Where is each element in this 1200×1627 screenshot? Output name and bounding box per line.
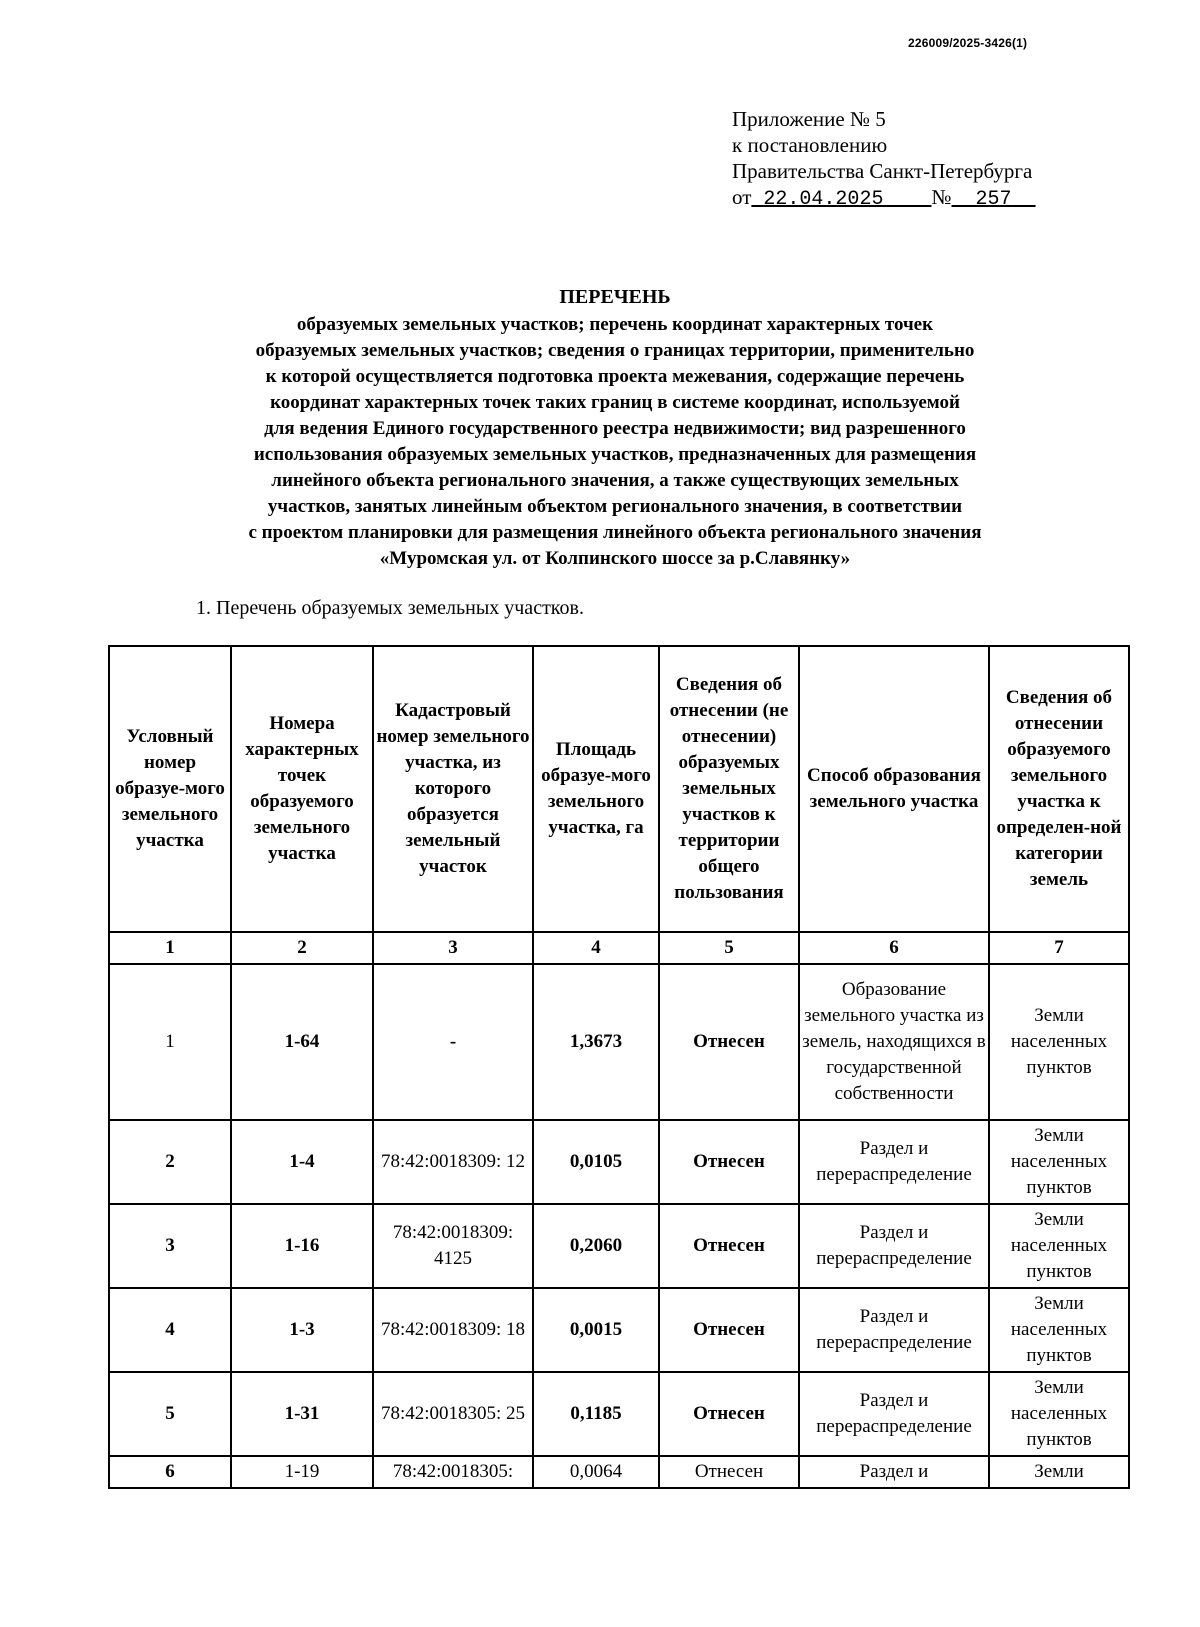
subtitle-line: «Муромская ул. от Колпинского шоссе за р.Славянку» — [379, 548, 851, 569]
subtitle-line: для ведения Единого государственного реестра недвижимости; вид разрешенного — [264, 418, 966, 439]
appendix-line-1: Приложение № 5 — [732, 107, 886, 131]
cell-num: 6 — [109, 1456, 231, 1488]
cell-status: Отнесен — [659, 1456, 799, 1488]
cell-cadastral: - — [373, 964, 533, 1120]
cell-category: Земли населенных пунктов — [989, 1372, 1129, 1456]
cell-method: Раздел и перераспределение — [799, 1288, 989, 1372]
appendix-line-2: к постановлению — [732, 133, 888, 157]
cell-category: Земли населенных пунктов — [989, 964, 1129, 1120]
land-plots-table — [108, 645, 1130, 1489]
subtitle-line: использования образуемых земельных участков, предназначенных для размещения — [253, 444, 977, 465]
number-prefix: № — [931, 185, 952, 209]
table-row — [109, 964, 1129, 1120]
cell-points: 1-64 — [231, 964, 373, 1120]
column-number: 5 — [659, 932, 799, 964]
subtitle-line: к которой осуществляется подготовка проекта межевания, содержащие перечень — [265, 366, 965, 387]
appendix-line-3: Правительства Санкт-Петербурга — [732, 159, 1033, 183]
cell-method: Раздел и перераспределение — [799, 1120, 989, 1204]
subtitle-line: образуемых земельных участков; перечень координат характерных точек — [296, 314, 934, 335]
cell-cadastral: 78:42:0018305: 25 — [373, 1372, 533, 1456]
subtitle-line: линейного объекта регионального значения, а также существующих земельных — [271, 470, 959, 491]
header-cell: Сведения об отнесении (не отнесении) образуемых земельных участков к территории общего пользования — [659, 646, 799, 932]
cell-cadastral: 78:42:0018305: — [373, 1456, 533, 1488]
subtitle-line: образуемых земельных участков; сведения о границах территории, применительно — [255, 340, 975, 361]
cell-method: Раздел и перераспределение — [799, 1204, 989, 1288]
table-header-row — [109, 646, 1129, 932]
cell-status: Отнесен — [659, 1288, 799, 1372]
cell-status: Отнесен — [659, 1120, 799, 1204]
cell-num: 3 — [109, 1204, 231, 1288]
cell-method: Раздел и перераспределение — [799, 1372, 989, 1456]
cell-method: Раздел и — [799, 1456, 989, 1488]
subtitle-line: с проектом планировки для размещения линейного объекта регионального значения — [248, 522, 982, 543]
column-number-row — [109, 932, 1129, 964]
table-row — [109, 1288, 1129, 1372]
cell-points: 1-31 — [231, 1372, 373, 1456]
resolution-date: 22.04.2025 — [763, 188, 884, 211]
cell-area: 1,3673 — [533, 964, 659, 1120]
appendix-block — [732, 106, 1036, 213]
cell-category: Земли населенных пунктов — [989, 1288, 1129, 1372]
cell-status: Отнесен — [659, 1372, 799, 1456]
cell-category: Земли населенных пунктов — [989, 1204, 1129, 1288]
cell-num: 4 — [109, 1288, 231, 1372]
subtitle-line: координат характерных точек таких границ в системе координат, используемой — [270, 392, 960, 413]
cell-area: 0,1185 — [533, 1372, 659, 1456]
cell-cadastral: 78:42:0018309: 18 — [373, 1288, 533, 1372]
header-cell: Номера характерных точек образуемого земельного участка — [231, 646, 373, 932]
header-cell: Сведения об отнесении образуемого земельного участка к определен-ной категории земель — [989, 646, 1129, 932]
subtitle-line: участков, занятых линейным объектом регионального значения, в соответствии — [267, 496, 963, 517]
cell-points: 1-16 — [231, 1204, 373, 1288]
resolution-number: 257 — [975, 188, 1012, 211]
appendix-date-line — [732, 184, 1036, 213]
cell-method: Образование земельного участка из земель, находящихся в государственной собственности — [799, 964, 989, 1120]
header-cell: Способ образования земельного участка — [799, 646, 989, 932]
header-cell: Кадастровый номер земельного участка, из которого образуется земельный участок — [373, 646, 533, 932]
cell-cadastral: 78:42:0018309: 12 — [373, 1120, 533, 1204]
cell-points: 1-4 — [231, 1120, 373, 1204]
table-row — [109, 1372, 1129, 1456]
document-subtitle — [140, 312, 1090, 572]
table-row — [109, 1120, 1129, 1204]
section-title: 1. Перечень образуемых земельных участков. — [196, 597, 584, 619]
cell-points: 1-3 — [231, 1288, 373, 1372]
column-number: 1 — [109, 932, 231, 964]
cell-area: 0,0105 — [533, 1120, 659, 1204]
cell-cadastral: 78:42:0018309: 4125 — [373, 1204, 533, 1288]
cell-area: 0,2060 — [533, 1204, 659, 1288]
cell-area: 0,0015 — [533, 1288, 659, 1372]
cell-num: 2 — [109, 1120, 231, 1204]
column-number: 4 — [533, 932, 659, 964]
header-cell: Условный номер образуе-мого земельного участка — [109, 646, 231, 932]
column-number: 3 — [373, 932, 533, 964]
table-row — [109, 1204, 1129, 1288]
cell-status: Отнесен — [659, 964, 799, 1120]
column-number: 7 — [989, 932, 1129, 964]
cell-area: 0,0064 — [533, 1456, 659, 1488]
cell-category: Земли — [989, 1456, 1129, 1488]
cell-category: Земли населенных пунктов — [989, 1120, 1129, 1204]
header-cell: Площадь образуе-мого земельного участка, га — [533, 646, 659, 932]
table-row — [109, 1456, 1129, 1488]
column-number: 2 — [231, 932, 373, 964]
date-prefix: от — [732, 185, 752, 209]
cell-points: 1-19 — [231, 1456, 373, 1488]
cell-num: 5 — [109, 1372, 231, 1456]
document-title: ПЕРЕЧЕНЬ — [559, 286, 671, 308]
document-number: 226009/2025-3426(1) — [908, 36, 1028, 50]
cell-status: Отнесен — [659, 1204, 799, 1288]
column-number: 6 — [799, 932, 989, 964]
cell-num: 1 — [109, 964, 231, 1120]
